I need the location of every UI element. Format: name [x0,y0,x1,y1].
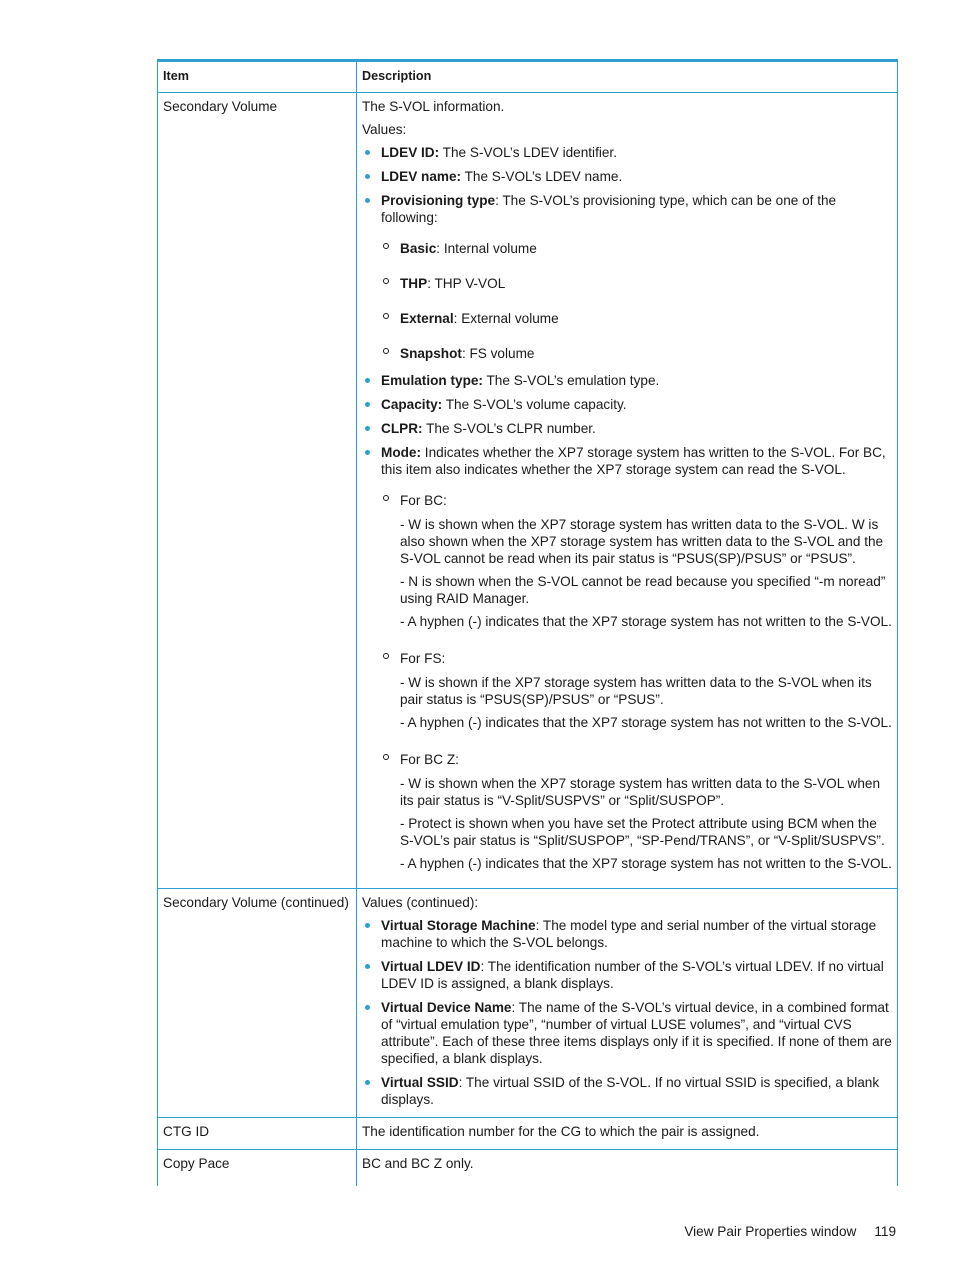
definition: The S-VOL’s CLPR number. [422,421,596,436]
list-item [362,144,892,161]
mode-line: - A hyphen (-) indicates that the XP7 storage system has not written to the S-VOL. [400,715,892,730]
sub-list-item [381,275,892,292]
description-cell [357,93,898,889]
term: Mode: [381,445,422,460]
footer-title: View Pair Properties window [684,1224,857,1239]
term: Capacity: [381,397,443,412]
properties-table [157,59,898,1186]
term: Virtual Storage Machine [381,918,536,933]
mode-line: - W is shown if the XP7 storage system has written data to the S-VOL when its pair status is “PSUS(SP)/PSUS” or “PSUS”. [400,675,872,707]
list-item [362,420,892,437]
definition: : The model type and serial number of the virtual storage machine to which the S-VOL belongs. [381,918,877,950]
definition: : The name of the S-VOL’s virtual device, in a combined format of “virtual emulation type”, “number of virtual LUSE volumes”, and “virtual CVS attribute”. Each of these three items displays only if it is specified. If none of them are specified, a blank displays. [381,1000,892,1066]
definition: : FS volume [461,346,535,361]
list-item [362,396,892,413]
table-row [158,889,898,1118]
list-item [362,1074,892,1108]
item-cell: CTG ID [158,1118,357,1150]
values-label: Values (continued): [362,895,479,910]
table-row [158,93,898,889]
term: Virtual SSID [381,1075,459,1090]
definition: Indicates whether the XP7 storage system has written to the S-VOL. For BC, this item also indicates whether the XP7 storage system can read the S-VOL. [381,445,886,477]
definition: : The S-VOL’s provisioning type, which can be one of the following: [381,193,837,225]
page-footer [684,1223,896,1240]
header-item: Item [158,61,357,93]
term: Snapshot [400,346,462,361]
mode-fs-label: For FS: [400,651,446,666]
term: THP [400,276,428,291]
definition: The S-VOL’s volume capacity. [442,397,627,412]
term: Provisioning type [381,193,496,208]
table-header-row [158,61,898,93]
mode-line: - W is shown when the XP7 storage system has written data to the S-VOL when its pair status is “V-Split/SUSPVS” or “Split/SUSPOP”. [400,776,881,808]
term: CLPR: [381,421,423,436]
table-row [158,1118,898,1150]
term: LDEV ID: [381,145,440,160]
sub-list-item [381,345,892,362]
mode-line: - A hyphen (-) indicates that the XP7 storage system has not written to the S-VOL. [400,614,892,629]
table-row [158,1150,898,1187]
term: Emulation type: [381,373,483,388]
term: External [400,311,454,326]
mode-bcz-label: For BC Z: [400,752,459,767]
mode-bc-label: For BC: [400,493,447,508]
intro-text: The S-VOL information. [362,99,505,114]
list-item [362,444,892,872]
definition: : The virtual SSID of the S-VOL. If no virtual SSID is specified, a blank displays. [381,1075,880,1107]
list-item [362,168,892,185]
definition: The S-VOL’s emulation type. [482,373,660,388]
provisioning-options [381,240,892,362]
description-cell: The identification number for the CG to which the pair is assigned. [357,1118,898,1150]
mode-line: - A hyphen (-) indicates that the XP7 storage system has not written to the S-VOL. [400,856,892,871]
mode-options [381,492,892,872]
values-label: Values: [362,122,407,137]
list-item [362,372,892,389]
mode-line: - N is shown when the S-VOL cannot be read because you specified “-m noread” using RAID Manager. [400,574,886,606]
list-item [362,958,892,992]
values-list [362,917,892,1108]
term: LDEV name: [381,169,462,184]
definition: : The identification number of the S-VOL’s virtual LDEV. If no virtual LDEV ID is assigned, a blank displays. [381,959,884,991]
sub-list-item [381,310,892,327]
description-cell [357,889,898,1118]
definition: The S-VOL’s LDEV name. [461,169,623,184]
values-list [362,144,892,872]
item-cell: Secondary Volume [158,93,357,889]
sub-list-item [381,751,892,872]
item-cell: Copy Pace [158,1150,357,1187]
header-description: Description [357,61,898,93]
list-item [362,917,892,951]
item-cell: Secondary Volume (continued) [158,889,357,1118]
sub-list-item [381,492,892,630]
list-item [362,999,892,1067]
page-number: 119 [874,1224,896,1239]
definition: : Internal volume [436,241,537,256]
term: Virtual LDEV ID [381,959,481,974]
description-cell: BC and BC Z only. [357,1150,898,1187]
definition: : THP V-VOL [427,276,506,291]
definition: The S-VOL’s LDEV identifier. [439,145,617,160]
sub-list-item [381,240,892,257]
sub-list-item [381,650,892,731]
term: Basic [400,241,437,256]
mode-line: - Protect is shown when you have set the Protect attribute using BCM when the S-VOL’s pair status is “Split/SUSPOP”, “SP-Pend/TRANS”, or “V-Split/SUSPVS”. [400,816,885,848]
definition: : External volume [453,311,559,326]
term: Virtual Device Name [381,1000,512,1015]
list-item [362,192,892,362]
mode-line: - W is shown when the XP7 storage system has written data to the S-VOL. W is also shown when the XP7 storage system has written data to the S-VOL and the S-VOL cannot be read when its pair status is “PSUS(SP)/PSUS” or “PSUS”. [400,517,884,566]
